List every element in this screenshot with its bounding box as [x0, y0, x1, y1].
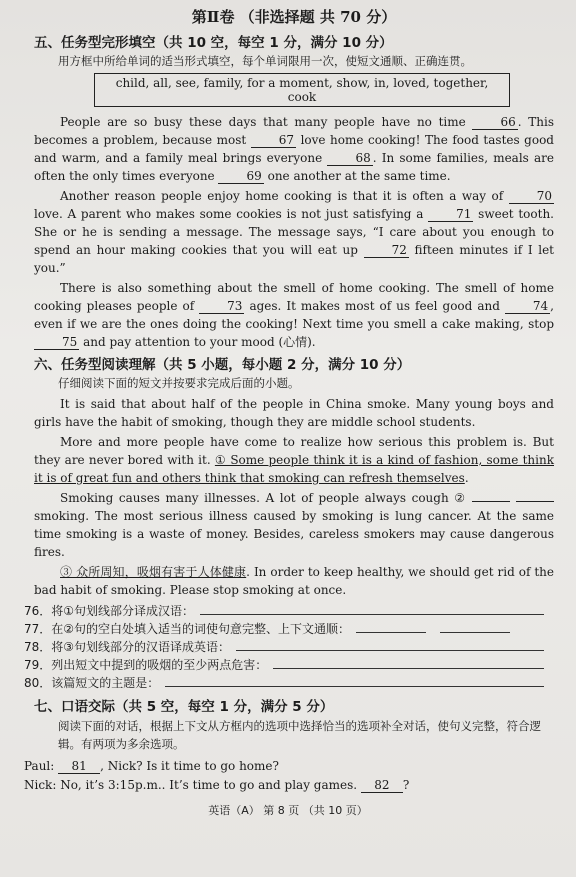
text-span: , Nick? Is it time to go home?	[100, 759, 279, 773]
text-span: People are so busy these days that many people have no time	[60, 115, 466, 129]
text-span: one another at the same time.	[267, 169, 451, 183]
text-span: . In some families, meals are often the only times everyone	[34, 151, 555, 183]
dialogue-line-2	[24, 776, 554, 795]
blank-81[interactable]: 81	[58, 760, 100, 774]
text-span: More and more people have come to realize how serious this problem is. But they are never bored with it.	[34, 435, 554, 467]
text-span: Smoking causes many illnesses. A lot of people always cough ②	[60, 491, 467, 505]
cloze-paragraph-3	[34, 279, 554, 351]
section5-instruction: 用方框中所给单词的适当形式填空，每个单词限用一次，使短文通顺、正确连贯。	[58, 54, 472, 68]
reading-paragraph-4	[34, 563, 554, 599]
blank-68[interactable]: 68	[327, 152, 372, 166]
question-78	[24, 637, 554, 655]
blank-66[interactable]: 66	[472, 116, 517, 130]
blank-2b[interactable]	[516, 501, 554, 502]
question-80-text: 80．该篇短文的主题是：	[24, 676, 160, 690]
reading-paragraph-2	[34, 433, 554, 487]
underlined-sentence-1: ① Some people think it is a kind of fashion, some think it is of great fun and others think that smoking can refresh themselves	[34, 453, 554, 485]
answer-line-76[interactable]	[200, 613, 544, 615]
text-span: love home cooking! The food tastes good and warm, and a family meal brings everyone	[34, 133, 554, 165]
blank-69[interactable]: 69	[218, 170, 263, 184]
answer-line-77a[interactable]	[356, 631, 426, 633]
text-span: . In order to keep healthy, we should get rid of the bad habit of smoking. Please stop smoking at once.	[34, 565, 554, 597]
text-span: love. A parent who makes some cookies is not just satisfying a	[34, 207, 424, 221]
blank-72[interactable]: 72	[364, 244, 409, 258]
text-span: fifteen minutes if I let you.”	[34, 243, 554, 275]
answer-line-78[interactable]	[236, 649, 544, 651]
text-span: . This becomes a problem, because most	[34, 115, 555, 147]
text-span: ?	[402, 778, 410, 792]
question-77-text: 77．在②句的空白处填入适当的词使句意完整、上下文通顺：	[24, 622, 351, 636]
page-content	[24, 6, 555, 795]
blank-70[interactable]: 70	[509, 190, 554, 204]
answer-line-79[interactable]	[273, 667, 544, 669]
section5-heading: 五、任务型完形填空（共 10 空，每空 1 分，满分 10 分）	[34, 35, 393, 51]
blank-73[interactable]: 73	[199, 300, 244, 314]
answer-line-80[interactable]	[165, 685, 544, 687]
reading-paragraph-1: It is said that about half of the people in China smoke. Many young boys and girls have the habit of smoking, though they are middle school students.	[34, 397, 554, 429]
blank-75[interactable]: 75	[34, 336, 79, 350]
dialogue	[24, 757, 554, 795]
section6-heading: 六、任务型阅读理解（共 5 小题，每小题 2 分，满分 10 分）	[34, 357, 411, 373]
text-span: Another reason people enjoy home cooking is that it is often a way of	[60, 189, 504, 203]
question-79	[24, 655, 554, 673]
text-span: .	[464, 471, 469, 485]
question-79-text: 79．列出短文中提到的吸烟的至少两点危害：	[24, 658, 268, 672]
blank-82[interactable]: 82	[361, 779, 403, 793]
blank-67[interactable]: 67	[251, 134, 296, 148]
underlined-sentence-3: ③ 众所周知，吸烟有害于人体健康	[60, 565, 247, 579]
cloze-paragraph-2	[34, 187, 554, 277]
question-77	[24, 619, 554, 637]
text-span: There is also something about the smell of home cooking. The smell of home cooking pleases people of	[34, 281, 554, 313]
answer-line-77b[interactable]	[440, 631, 510, 633]
text-span: smoking. The most serious illness caused by smoking is lung cancer. At the same time smoking is a waste of money. Besides, careless smokers may cause dangerous fires.	[34, 509, 554, 559]
word-box: child, all, see, family, for a moment, show, in, loved, together, cook	[94, 73, 510, 107]
text-span: No, it’s 3:15p.m.. It’s time to go and play games.	[60, 778, 358, 792]
text-span: and pay attention to your mood (心情).	[83, 335, 316, 349]
cloze-paragraph-1	[34, 113, 554, 185]
text-span: , even if we are the ones doing the cooking! Next time you smell a cake making, stop	[34, 299, 554, 331]
speaker-paul: Paul:	[24, 759, 55, 773]
text-span: ages. It makes most of us feel good and	[249, 299, 500, 313]
blank-2a[interactable]	[472, 501, 510, 502]
blank-71[interactable]: 71	[428, 208, 473, 222]
section6-instruction: 仔细阅读下面的短文并按要求完成后面的小题。	[58, 376, 300, 390]
text-span: sweet tooth. She or he is sending a message. The message says, “I care about you enough to spend an hour making cookies that you will eat up	[34, 207, 554, 257]
question-80	[24, 673, 554, 691]
question-76	[24, 601, 554, 619]
question-list	[24, 601, 554, 691]
reading-paragraph-3	[34, 489, 554, 561]
dialogue-line-1	[24, 757, 554, 776]
question-76-text: 76．将①句划线部分译成汉语：	[24, 604, 195, 618]
volume-title: 第Ⅱ卷 （非选择题 共 70 分）	[191, 8, 397, 26]
question-78-text: 78．将③句划线部分的汉语译成英语：	[24, 640, 231, 654]
blank-74[interactable]: 74	[505, 300, 550, 314]
section7-heading: 七、口语交际（共 5 空，每空 1 分，满分 5 分）	[34, 699, 334, 715]
page-footer: 英语（A） 第 8 页 （共 10 页）	[208, 804, 368, 817]
section7-instruction: 阅读下面的对话，根据上下文从方框内的选项中选择恰当的选项补全对话，使句义完整，符合逻辑。有两项为多余选项。	[58, 719, 541, 751]
speaker-nick: Nick:	[24, 778, 57, 792]
